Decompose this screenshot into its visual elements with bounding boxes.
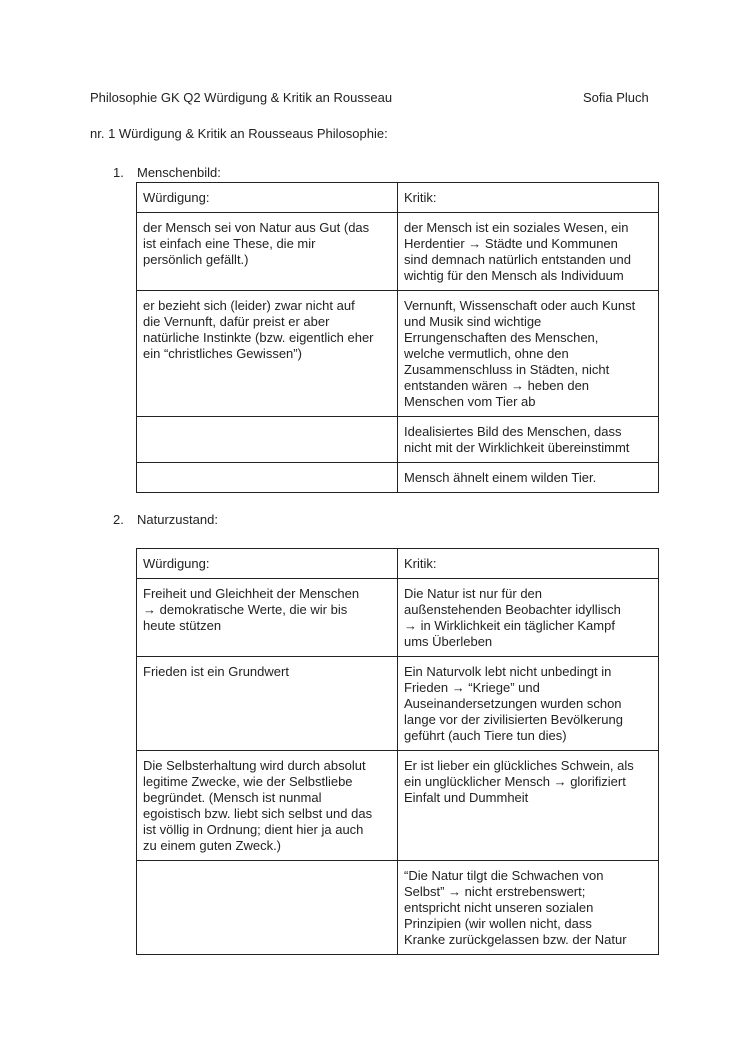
wuerdigung-cell xyxy=(137,291,398,417)
wuerdigung-cell xyxy=(137,579,398,657)
table-row xyxy=(137,213,659,291)
cell-line: Errungenschaften des Menschen, xyxy=(404,330,599,345)
wuerdigung-cell xyxy=(137,213,398,291)
table-header-row xyxy=(137,549,659,579)
cell-line: außenstehenden Beobachter idyllisch xyxy=(404,602,621,617)
header-wuerdigung: Würdigung: xyxy=(137,549,398,579)
cell-line: ums Überleben xyxy=(404,634,493,649)
cell-line: Prinzipien (wir wollen nicht, dass xyxy=(404,916,592,931)
cell-line: welche vermutlich, ohne den xyxy=(404,346,569,361)
cell-line: Frieden → “Kriege” und xyxy=(404,680,540,695)
cell-line: Er ist lieber ein glückliches Schwein, als xyxy=(404,758,634,773)
cell-line: wichtig für den Mensch als Individuum xyxy=(404,268,624,283)
cell-line: egoistisch bzw. liebt sich selbst und das xyxy=(143,806,373,821)
cell-line: heute stützen xyxy=(143,618,222,633)
cell-line: nicht mit der Wirklichkeit übereinstimmt xyxy=(404,440,630,455)
cell-line: zu einem guten Zweck.) xyxy=(143,838,282,853)
author-name: Sofia Pluch xyxy=(583,90,649,105)
cell-line: → demokratische Werte, die wir bis xyxy=(143,602,348,617)
kritik-cell xyxy=(398,463,659,493)
cell-line: der Mensch ist ein soziales Wesen, ein xyxy=(404,220,629,235)
cell-line: Ein Naturvolk lebt nicht unbedingt in xyxy=(404,664,612,679)
table-row xyxy=(137,579,659,657)
wuerdigung-cell xyxy=(137,463,398,493)
table-row xyxy=(137,463,659,493)
section-title: Naturzustand: xyxy=(137,512,218,527)
cell-line: entstanden wären → heben den xyxy=(404,378,590,393)
cell-line: Einfalt und Dummheit xyxy=(404,790,529,805)
wuerdigung-cell xyxy=(137,417,398,463)
cell-line: sind demnach natürlich entstanden und xyxy=(404,252,631,267)
header-kritik: Kritik: xyxy=(398,183,659,213)
kritik-cell xyxy=(398,213,659,291)
cell-line: Herdentier → Städte und Kommunen xyxy=(404,236,618,251)
table-row xyxy=(137,657,659,751)
cell-line: ist völlig in Ordnung; dient hier ja auch xyxy=(143,822,364,837)
cell-line: die Vernunft, dafür preist er aber xyxy=(143,314,330,329)
cell-line: Zusammenschluss in Städten, nicht xyxy=(404,362,610,377)
wuerdigung-cell xyxy=(137,751,398,861)
cell-line: Freiheit und Gleichheit der Menschen xyxy=(143,586,360,601)
document-title: Philosophie GK Q2 Würdigung & Kritik an Rousseau xyxy=(90,90,393,105)
cell-line: und Musik sind wichtige xyxy=(404,314,542,329)
cell-line: geführt (auch Tiere tun dies) xyxy=(404,728,567,743)
section-1-heading xyxy=(113,165,221,180)
cell-line: persönlich gefällt.) xyxy=(143,252,249,267)
header-wuerdigung: Würdigung: xyxy=(137,183,398,213)
kritik-cell xyxy=(398,657,659,751)
cell-line: Auseinandersetzungen wurden schon xyxy=(404,696,622,711)
cell-line: er bezieht sich (leider) zwar nicht auf xyxy=(143,298,355,313)
cell-line: → in Wirklichkeit ein täglicher Kampf xyxy=(404,618,615,633)
kritik-cell xyxy=(398,579,659,657)
cell-line: Vernunft, Wissenschaft oder auch Kunst xyxy=(404,298,636,313)
table-header-row xyxy=(137,183,659,213)
cell-line: Kranke zurückgelassen bzw. der Natur xyxy=(404,932,627,947)
cell-line: ein unglücklicher Mensch → glorifiziert xyxy=(404,774,626,789)
cell-line: legitime Zwecke, wie der Selbstliebe xyxy=(143,774,353,789)
section-number: 2. xyxy=(113,512,124,527)
table-row xyxy=(137,861,659,955)
naturzustand-table xyxy=(136,548,659,955)
table-row xyxy=(137,751,659,861)
section-2-heading xyxy=(113,512,218,527)
table-row xyxy=(137,291,659,417)
menschenbild-table xyxy=(136,182,659,493)
cell-line: Menschen vom Tier ab xyxy=(404,394,536,409)
cell-line: entspricht nicht unseren sozialen xyxy=(404,900,594,915)
header-kritik: Kritik: xyxy=(398,549,659,579)
kritik-cell xyxy=(398,417,659,463)
kritik-cell xyxy=(398,861,659,955)
kritik-cell xyxy=(398,751,659,861)
cell-line: der Mensch sei von Natur aus Gut (das xyxy=(143,220,370,235)
section-title: Menschenbild: xyxy=(137,165,221,180)
kritik-cell xyxy=(398,291,659,417)
cell-line: Die Natur ist nur für den xyxy=(404,586,543,601)
cell-line: begründet. (Mensch ist nunmal xyxy=(143,790,322,805)
cell-line: Selbst” → nicht erstrebenswert; xyxy=(404,884,586,899)
cell-line: Mensch ähnelt einem wilden Tier. xyxy=(404,470,597,485)
cell-line: ein “christliches Gewissen”) xyxy=(143,346,302,361)
cell-line: natürliche Instinkte (bzw. eigentlich eher xyxy=(143,330,374,345)
table-row xyxy=(137,417,659,463)
cell-line: lange vor der zivilisierten Bevölkerung xyxy=(404,712,623,727)
cell-line: Die Selbsterhaltung wird durch absolut xyxy=(143,758,366,773)
cell-line: Idealisiertes Bild des Menschen, dass xyxy=(404,424,622,439)
wuerdigung-cell xyxy=(137,861,398,955)
cell-line: Frieden ist ein Grundwert xyxy=(143,664,289,679)
assignment-subtitle: nr. 1 Würdigung & Kritik an Rousseaus Philosophie: xyxy=(90,126,388,141)
section-number: 1. xyxy=(113,165,124,180)
cell-line: ist einfach eine These, die mir xyxy=(143,236,316,251)
wuerdigung-cell xyxy=(137,657,398,751)
cell-line: “Die Natur tilgt die Schwachen von xyxy=(404,868,604,883)
